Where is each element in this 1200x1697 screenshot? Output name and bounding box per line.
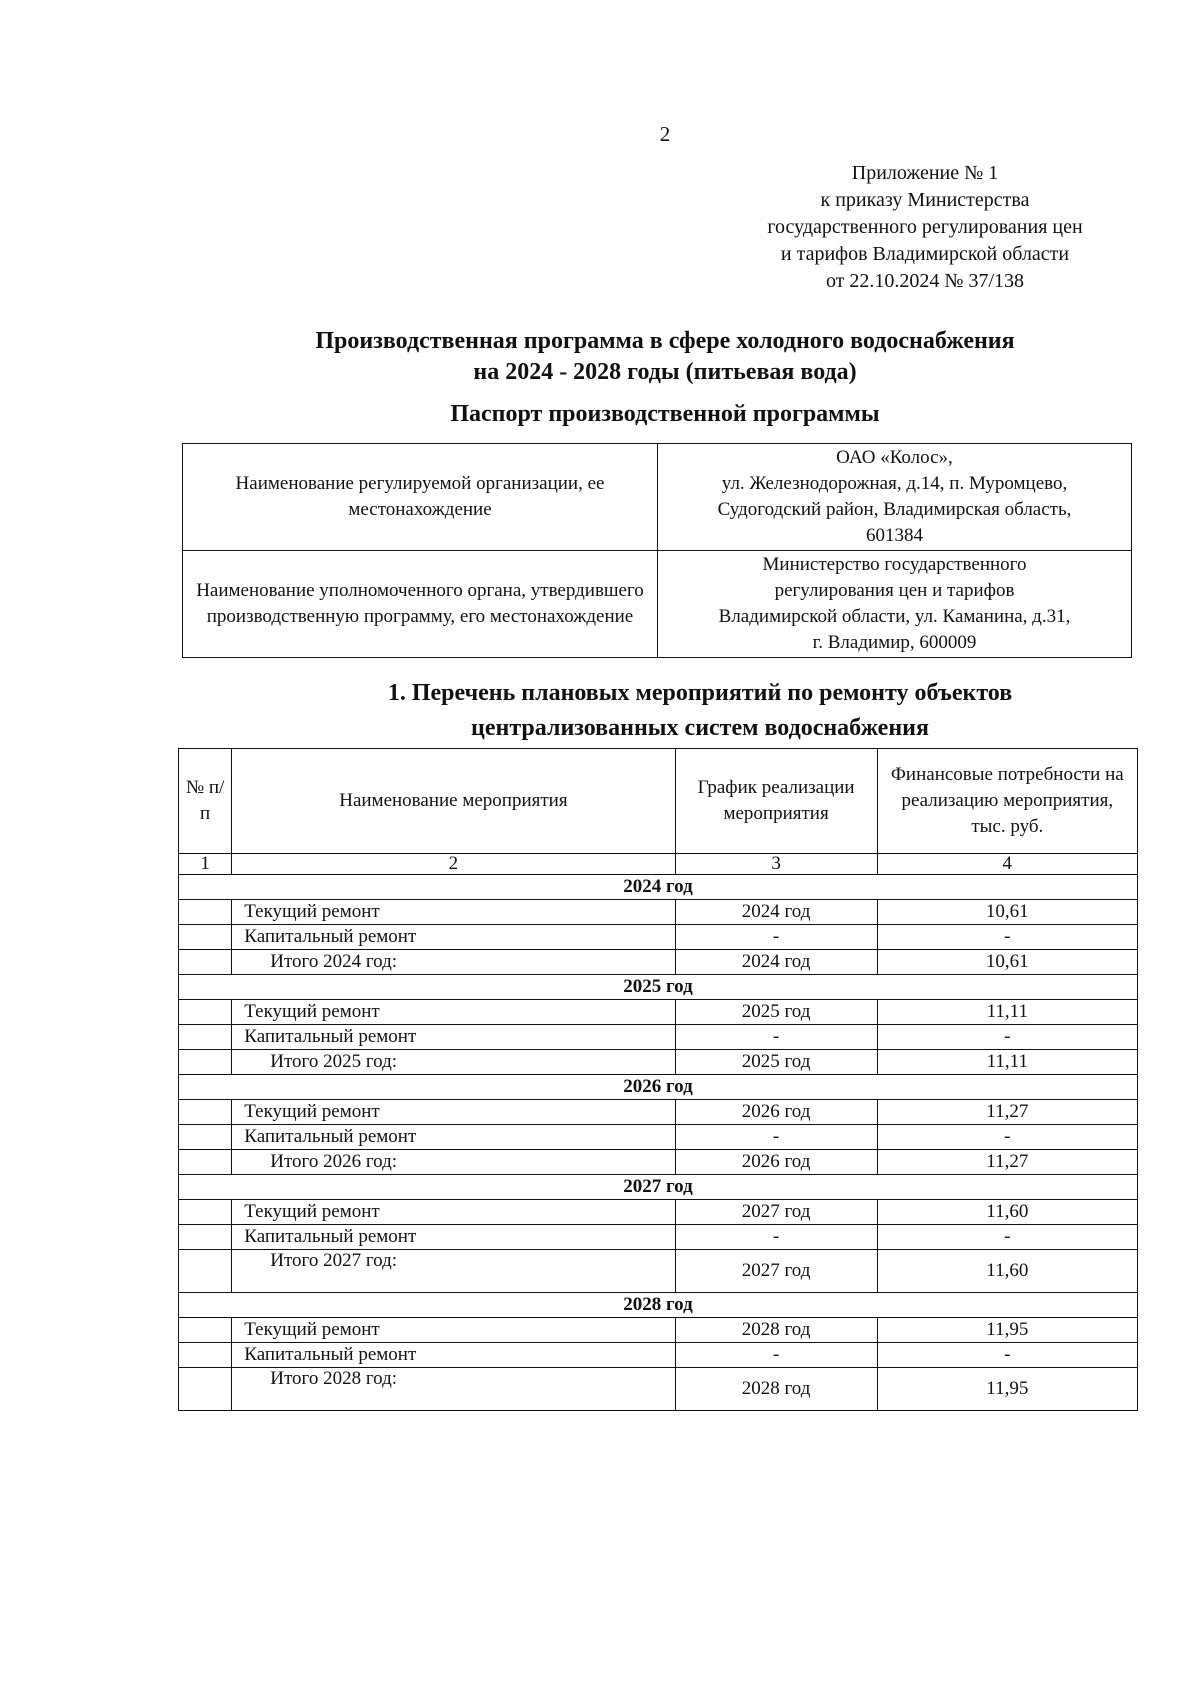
row-num xyxy=(179,1200,232,1225)
section-title xyxy=(320,676,1080,746)
row-schedule: - xyxy=(675,925,877,950)
program-title-line: Производственная программа в сфере холодного водоснабжения xyxy=(315,328,1015,354)
column-number: 3 xyxy=(675,854,877,875)
table-row xyxy=(179,1100,1138,1125)
column-number: 1 xyxy=(179,854,232,875)
row-name: Капитальный ремонт xyxy=(232,1225,675,1250)
column-number: 2 xyxy=(232,854,675,875)
table-row xyxy=(179,900,1138,925)
row-finance: - xyxy=(877,925,1137,950)
row-name: Капитальный ремонт xyxy=(232,925,675,950)
table-row xyxy=(179,1343,1138,1368)
header-finance: Финансовые потребности на реализацию мероприятия, тыс. руб. xyxy=(877,749,1137,854)
row-finance: 10,61 xyxy=(877,950,1137,975)
program-title xyxy=(0,326,1200,388)
row-num xyxy=(179,1100,232,1125)
row-num xyxy=(179,950,232,975)
column-numbering-row xyxy=(179,854,1138,875)
row-schedule: 2027 год xyxy=(675,1250,877,1293)
row-schedule: 2025 год xyxy=(675,1000,877,1025)
header-num: № п/п xyxy=(179,749,232,854)
passport-row xyxy=(183,444,1132,551)
row-schedule: 2025 год xyxy=(675,1050,877,1075)
row-num xyxy=(179,1000,232,1025)
row-num xyxy=(179,1343,232,1368)
row-name: Итого 2026 год: xyxy=(232,1150,675,1175)
passport-table xyxy=(182,443,1132,658)
row-name: Капитальный ремонт xyxy=(232,1025,675,1050)
passport-value-line: г. Владимир, 600009 xyxy=(812,632,977,653)
appendix-line: государственного регулирования цен xyxy=(767,216,1083,238)
passport-value-line: ул. Железнодорожная, д.14, п. Муромцево, xyxy=(721,473,1068,494)
passport-value-line: ОАО «Колос», xyxy=(836,447,953,468)
appendix-line: от 22.10.2024 № 37/138 xyxy=(825,270,1025,292)
year-row xyxy=(179,1175,1138,1200)
table-row xyxy=(179,1125,1138,1150)
passport-value-line: Владимирской области, ул. Каманина, д.31, xyxy=(718,606,1071,627)
total-row xyxy=(179,1150,1138,1175)
table-row xyxy=(179,925,1138,950)
row-num xyxy=(179,1050,232,1075)
year-row xyxy=(179,1075,1138,1100)
events-header-row xyxy=(179,749,1138,854)
appendix-line: и тарифов Владимирской области xyxy=(780,243,1070,265)
passport-title: Паспорт производственной программы xyxy=(450,401,880,427)
row-finance: 11,60 xyxy=(877,1250,1137,1293)
year-label: 2028 год xyxy=(179,1293,1138,1318)
year-label: 2024 год xyxy=(179,875,1138,900)
row-name: Текущий ремонт xyxy=(232,1318,675,1343)
row-name: Капитальный ремонт xyxy=(232,1343,675,1368)
total-row xyxy=(179,950,1138,975)
passport-label: Наименование уполномоченного органа, утвердившего производственную программу, его местонахождение xyxy=(183,551,658,658)
passport-value-line: Министерство государственного xyxy=(762,554,1027,575)
year-label: 2025 год xyxy=(179,975,1138,1000)
row-finance: 11,11 xyxy=(877,1000,1137,1025)
passport-value xyxy=(658,444,1132,551)
passport-row xyxy=(183,551,1132,658)
passport-value-line: регулирования цен и тарифов xyxy=(774,580,1015,601)
row-name: Итого 2028 год: xyxy=(232,1368,675,1411)
row-num xyxy=(179,1225,232,1250)
column-number: 4 xyxy=(877,854,1137,875)
row-finance: 11,95 xyxy=(877,1368,1137,1411)
row-finance: 11,27 xyxy=(877,1100,1137,1125)
row-num xyxy=(179,925,232,950)
row-num xyxy=(179,1150,232,1175)
total-row xyxy=(179,1250,1138,1293)
page-number: 2 xyxy=(659,122,671,146)
appendix-block xyxy=(700,160,1150,295)
row-schedule: 2028 год xyxy=(675,1318,877,1343)
header-name: Наименование мероприятия xyxy=(232,749,675,854)
row-finance: 11,60 xyxy=(877,1200,1137,1225)
row-finance: 10,61 xyxy=(877,900,1137,925)
row-num xyxy=(179,1318,232,1343)
row-finance: - xyxy=(877,1025,1137,1050)
row-schedule: 2027 год xyxy=(675,1200,877,1225)
appendix-line: Приложение № 1 xyxy=(851,162,999,184)
row-num xyxy=(179,1025,232,1050)
year-row xyxy=(179,975,1138,1000)
row-finance: 11,11 xyxy=(877,1050,1137,1075)
row-schedule: - xyxy=(675,1343,877,1368)
row-name: Капитальный ремонт xyxy=(232,1125,675,1150)
row-finance: - xyxy=(877,1343,1137,1368)
section-title-line: 1. Перечень плановых мероприятий по ремонту объектов xyxy=(387,680,1013,706)
row-name: Текущий ремонт xyxy=(232,1000,675,1025)
program-title-line: на 2024 - 2028 годы (питьевая вода) xyxy=(473,359,857,385)
table-row xyxy=(179,1000,1138,1025)
header-schedule: График реализации мероприятия xyxy=(675,749,877,854)
row-schedule: 2024 год xyxy=(675,950,877,975)
row-name: Итого 2024 год: xyxy=(232,950,675,975)
row-num xyxy=(179,900,232,925)
row-schedule: - xyxy=(675,1025,877,1050)
table-row xyxy=(179,1200,1138,1225)
year-label: 2027 год xyxy=(179,1175,1138,1200)
appendix-line: к приказу Министерства xyxy=(820,189,1030,211)
section-title-line: централизованных систем водоснабжения xyxy=(471,715,929,741)
row-schedule: - xyxy=(675,1125,877,1150)
events-table xyxy=(178,748,1138,1411)
row-schedule: 2026 год xyxy=(675,1100,877,1125)
row-finance: 11,95 xyxy=(877,1318,1137,1343)
row-num xyxy=(179,1250,232,1293)
row-finance: - xyxy=(877,1225,1137,1250)
row-schedule: 2026 год xyxy=(675,1150,877,1175)
row-num xyxy=(179,1368,232,1411)
table-row xyxy=(179,1225,1138,1250)
row-schedule: - xyxy=(675,1225,877,1250)
year-label: 2026 год xyxy=(179,1075,1138,1100)
total-row xyxy=(179,1368,1138,1411)
row-name: Текущий ремонт xyxy=(232,900,675,925)
passport-label: Наименование регулируемой организации, ее местонахождение xyxy=(183,444,658,551)
total-row xyxy=(179,1050,1138,1075)
row-name: Текущий ремонт xyxy=(232,1200,675,1225)
row-finance: 11,27 xyxy=(877,1150,1137,1175)
row-schedule: 2028 год xyxy=(675,1368,877,1411)
passport-value-line: Судогодский район, Владимирская область, xyxy=(717,499,1072,520)
row-name: Итого 2027 год: xyxy=(232,1250,675,1293)
year-row xyxy=(179,1293,1138,1318)
row-finance: - xyxy=(877,1125,1137,1150)
row-name: Итого 2025 год: xyxy=(232,1050,675,1075)
row-name: Текущий ремонт xyxy=(232,1100,675,1125)
table-row xyxy=(179,1025,1138,1050)
table-row xyxy=(179,1318,1138,1343)
passport-value-line: 601384 xyxy=(866,525,923,546)
passport-value xyxy=(658,551,1132,658)
row-num xyxy=(179,1125,232,1150)
year-row xyxy=(179,875,1138,900)
row-schedule: 2024 год xyxy=(675,900,877,925)
